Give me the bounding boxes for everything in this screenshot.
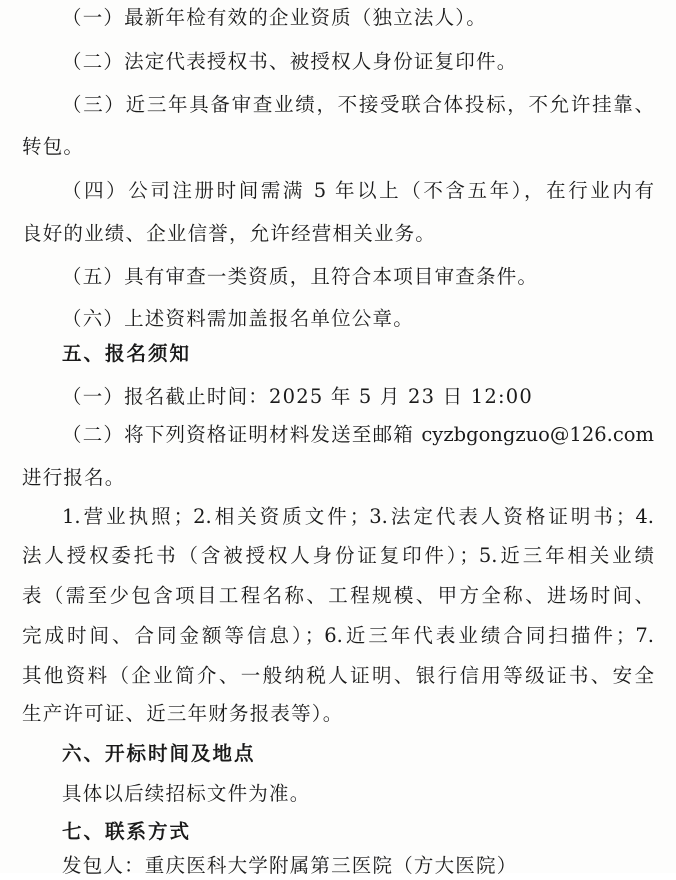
qualification-line-4: （四）公司注册时间需满 5 年以上（不含五年），在行业内有 <box>62 179 654 202</box>
qualification-line-3: （三）近三年具备审查业绩，不接受联合体投标，不允许挂靠、 <box>62 93 654 116</box>
materials-line-4: 完成时间、合同金额等信息）；6.近三年代表业绩合同扫描件；7. <box>22 624 654 647</box>
materials-line-6: 生产许可证、近三年财务报表等）。 <box>22 702 344 725</box>
deadline-line: （一）报名截止时间：2025 年 5 月 23 日 12:00 <box>62 385 533 408</box>
section-7-text: 发包人：重庆医科大学附属第三医院（方大医院） <box>62 854 518 877</box>
qualification-line-1: （一）最新年检有效的企业资质（独立法人）。 <box>62 6 487 29</box>
qualification-line-4-cont: 良好的业绩、企业信誉，允许经营相关业务。 <box>22 222 437 245</box>
section-5-heading: 五、报名须知 <box>62 342 192 365</box>
qualification-line-5: （五）具有审查一类资质，且符合本项目审查条件。 <box>62 265 539 288</box>
materials-line-1: 1.营业执照；2.相关资质文件；3.法定代表人资格证明书；4. <box>62 505 654 528</box>
materials-line-5: 其他资料（企业简介、一般纳税人证明、银行信用等级证书、安全 <box>22 664 654 687</box>
qualification-line-2: （二）法定代表授权书、被授权人身份证复印件。 <box>62 50 518 73</box>
section-7-heading: 七、联系方式 <box>62 820 192 843</box>
qualification-line-3-cont: 转包。 <box>22 135 85 158</box>
materials-line-2: 法人授权委托书（含被授权人身份证复印件）；5.近三年相关业绩 <box>22 544 654 567</box>
section-6-text: 具体以后续招标文件为准。 <box>62 782 311 805</box>
email-line-cont: 进行报名。 <box>22 466 126 489</box>
qualification-line-6: （六）上述资料需加盖报名单位公章。 <box>62 307 414 330</box>
materials-line-3: 表（需至少包含项目工程名称、工程规模、甲方全称、进场时间、 <box>22 584 654 607</box>
email-line: （二）将下列资格证明材料发送至邮箱 cyzbgongzuo@126.com <box>62 423 654 446</box>
section-6-heading: 六、开标时间及地点 <box>62 742 256 765</box>
